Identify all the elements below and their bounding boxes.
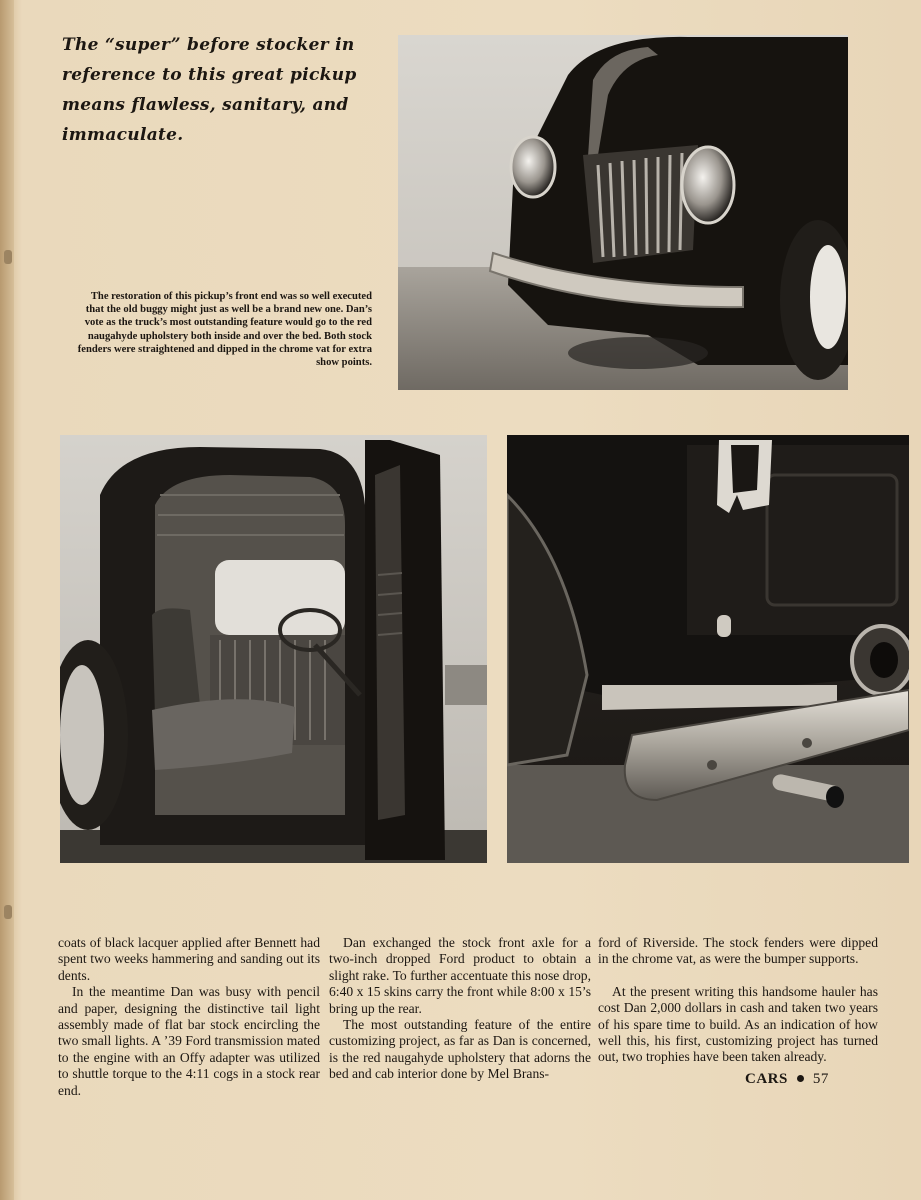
paragraph: In the meantime Dan was busy with pencil and paper, designing the distinctive tail light assembly made of flat bar stock encircling the two small lights. A ’39 Ford transmission mated to the engine with an Offy adapter was utilized to shuttle torque to the 4:11 cogs in a stock rear end. <box>58 984 320 1098</box>
bullet-icon <box>797 1075 804 1082</box>
photo-caption: The restoration of this pickup’s front end was so well executed that the old buggy might just as well be a brand new one. Dan’s vote as the truck’s most outstanding feature would go to the red naugahyde upholstery both inside and over the bed. Both stock fenders were straightened and dipped in the chrome vat for extra show points. <box>77 291 372 369</box>
page-folio <box>745 1071 829 1088</box>
article-column-3 <box>598 935 878 1066</box>
magazine-name: CARS <box>745 1071 788 1087</box>
paragraph: coats of black lacquer applied after Bennett had spent two weeks hammering and sanding out its dents. <box>58 935 320 983</box>
front-end-photo <box>398 35 848 390</box>
paragraph: At the present writing this handsome hauler has cost Dan 2,000 dollars in cash and taken two years of his spare time to build. As an indication of how well this, his first, customizing project has turned out, two trophies have been taken already. <box>598 983 878 1065</box>
page-spine <box>0 0 14 1200</box>
article-column-1 <box>58 935 320 1099</box>
paragraph: Dan exchanged the stock front axle for a two-inch dropped Ford product to obtain a slight rake. To further accentuate this nose drop, 6:40 x 15 skins carry the front while 8:00 x 15’s bring up the rear. <box>329 935 591 1016</box>
pull-quote: The “super” before stocker in reference to this great pickup means flawless, sanitary, and immaculate. <box>62 35 357 145</box>
paragraph: The most outstanding feature of the entire customizing project, as far as Dan is concerned, is the red naugahyde upholstery that adorns the bed and cab interior done by Mel Brans- <box>329 1017 591 1082</box>
rear-bumper-photo <box>507 435 909 863</box>
cab-interior-photo <box>60 435 487 863</box>
article-column-2 <box>329 935 591 1083</box>
staple-mark <box>4 250 12 264</box>
staple-mark <box>4 905 12 919</box>
page-number: 57 <box>812 1071 829 1087</box>
paragraph: ford of Riverside. The stock fenders were dipped in the chrome vat, as were the bumper supports. <box>598 935 878 967</box>
